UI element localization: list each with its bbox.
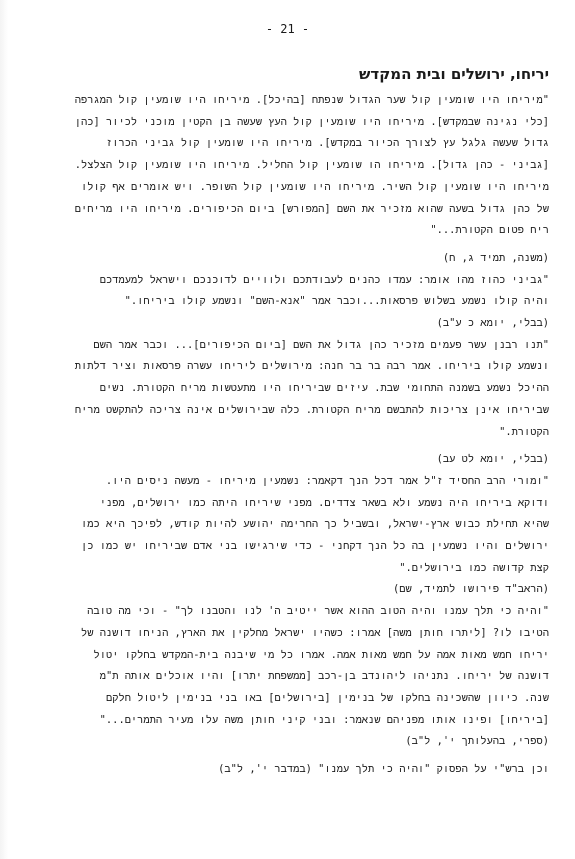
text-line: ודוקא ביריחו היה נשמע ולא בשאר צדדים. מפני שיריחו היתה כמו ירושלים, מפני — [99, 496, 549, 509]
text-line: הטיבו לו? [ליתרו חותן משה] אמרו: כשהיו ישראל מחלקין את הארץ, הניחו דושנה של — [80, 626, 549, 639]
text-line: של כהן גדול בשעה שהוא מזכיר את השם [המפורש] ביום הכיפורים. מיריחו היו מריחים — [74, 202, 549, 215]
source-reference: (ספרי, בהעלותך י', ל"ב) — [405, 735, 549, 748]
page-edge-shading — [0, 0, 8, 859]
text-line: ריח פטום הקטורת..." — [430, 224, 549, 237]
page-number: - 21 - — [265, 22, 310, 36]
quote-sifrei — [29, 601, 549, 731]
text-line: "גביני כהוז מהו אומר: עמדו כהנים לעבודתכם ולוויים לדוכנכם וישראל למעמדכם — [99, 273, 549, 286]
text-line: [גביני - כהן גדול]. מיריחו הו שומעין קול החליל. מיריחו היו שומעין קול הצלצל. — [74, 159, 549, 172]
source-reference: (בבלי, יומא לט עב) — [436, 453, 549, 466]
text-line: "והיה כי תלך עמנו והיה הטוב ההוא אשר ייטיב ה' לנו והטבנו לך" - וכי מה טובה — [87, 605, 549, 618]
text-line: וכן ברש"י על הפסוק "והיה כי תלך עמנו" (במדבר י', ל"ב) — [218, 763, 549, 776]
text-line: קצת קדושה כמו בירושלים." — [399, 561, 549, 574]
text-line: דושנה של יריחו. נתניהו ליהונדב בן-רכב [ממשפחת יתרו] והיו אוכלים אותה ת"מ — [99, 670, 549, 683]
document-body — [29, 62, 549, 781]
text-line: שהיא תחילת כבוש ארץ-ישראל, ובשביל כך החרימה יהושע להיות קודש, לפיכך היא כמו — [81, 518, 549, 531]
text-line: והיה קולו נשמע בשלוש פרסאות...וכבר אמר "אנא-השם" ונשמע קולו ביריחו." — [124, 295, 549, 308]
text-line: יריחו חמש מאות אמה על חמש מאות אמה. אמרו כל מי שיבנה בית-המקדש בחלקו יטול — [93, 648, 549, 661]
text-line: הקטורת." — [499, 425, 549, 438]
text-line: שנה. כיוון שהשכינה בחלקו של בנימין [בירושלים] באו בני בנימין ליטול חלקם — [106, 691, 549, 704]
source-reference: (משנה, תמיד ג, ח) — [442, 251, 549, 264]
text-line: מיריחו היו שומעין קול השיר. מיריחו היו שומעין קול השופר. ויש אומרים אף קולו — [81, 180, 549, 193]
quote-raavad — [29, 471, 549, 580]
text-line: "מיריחו היו שומעין קול שער הגדול שנפתח [בהיכל]. מיריחו היו שומעין קול המגרפה — [74, 94, 549, 106]
quote-gevini — [29, 270, 549, 313]
text-line: "תנו רבנן עשר פעמים מזכיר כהן גדול את השם [ביום הכיפורים]... וכבר אמר השם — [93, 338, 549, 351]
text-line: ההיכל נשמע בשמנה התחומי שבת. עיזים שביריחו היו מתעטשות מריח הקטורת. נשים — [99, 382, 549, 395]
section-heading: יריחו, ירושלים ובית המקדש — [359, 65, 549, 83]
quote-mishna-tamid — [29, 90, 549, 242]
text-line: שביריחו אינן צריכות להתבשם מריח הקטורת. כלה שבירושלים אינה צריכה להתקשט מריח — [74, 403, 549, 416]
text-line: גדול שעשה גלגל עץ לצורך הכיור במקדש]. מיריחו היו שומעין קול גביני הכרוז — [106, 137, 549, 150]
text-line: [ביריחו] ופינו אותו מפניהם שנאמר: ובני קיני חותן משה עלו מעיר התמרים..." — [99, 713, 549, 726]
text-line: ונשמע קולו ביריחו. אמר רבה בר בר חנה: מירושלים ליריחו עשרה פרסאות וציר דלתות — [74, 360, 549, 373]
source-reference: (הראב"ד פירושו לתמיד, שם) — [392, 583, 549, 596]
text-line: "ומורי הרב החסיד ז"ל אמר דכל הנך דקאמר: נשמעין מיריחו - מעשה ניסים היו. — [105, 474, 549, 487]
text-line: [כלי נגינה שבמקדש]. מיריחו היו שומעין קול העץ שעשה בן הקטין מוכני לכיור [כהן — [74, 115, 549, 128]
quote-tanu-rabanan — [29, 335, 549, 444]
rashi-note — [29, 759, 549, 781]
text-line: ירושלים והיו נשמעין בה כל הנך דקחני - כדי שירגישו בני אדם שביריחו יש כמו כן — [81, 540, 549, 553]
source-reference: (בבלי, יומא כ ע"ב) — [436, 317, 549, 330]
